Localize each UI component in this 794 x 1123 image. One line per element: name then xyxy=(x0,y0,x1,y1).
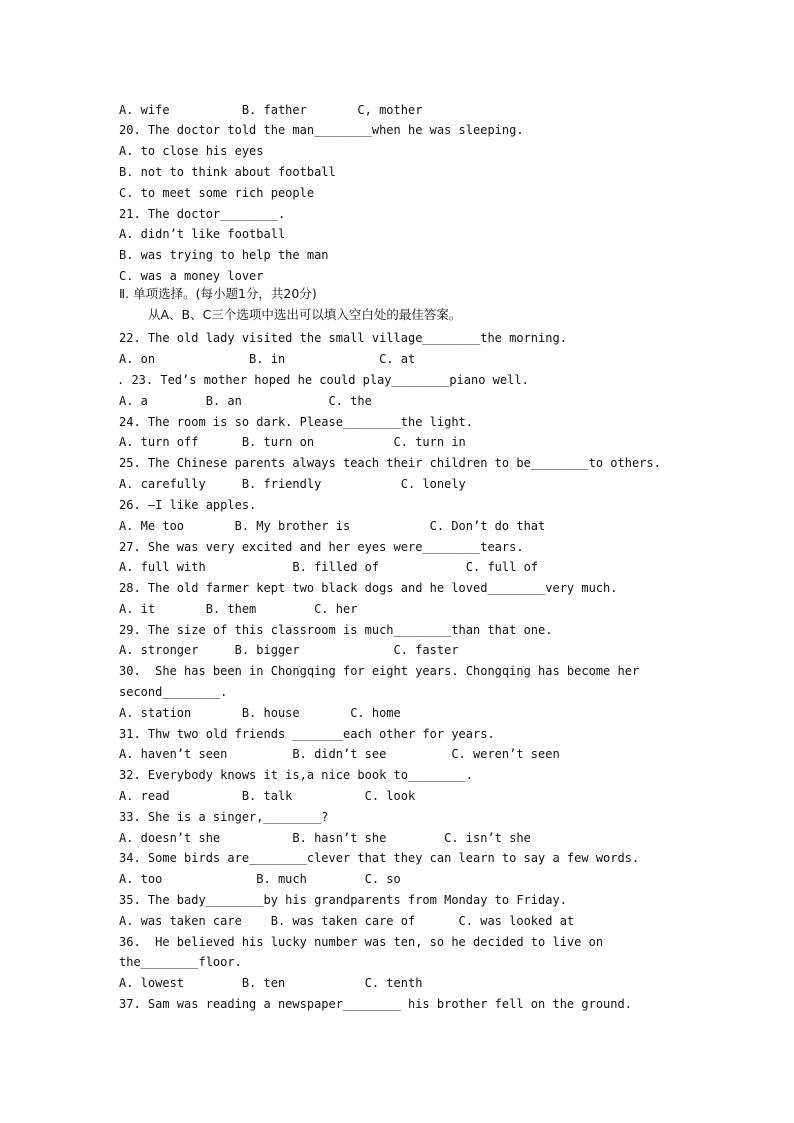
option-line: A. carefully B. friendly C. lonely xyxy=(119,477,466,491)
question-26: 26. —I like apples. xyxy=(119,498,257,512)
question-36-continued: the________floor. xyxy=(119,955,242,969)
option-line: B. was trying to help the man xyxy=(119,248,329,262)
question-23: . 23. Ted’s mother hoped he could play________piano well. xyxy=(117,373,529,387)
question-33: 33. She is a singer,________? xyxy=(119,810,329,824)
option-line: A. read B. talk C. look xyxy=(119,789,416,803)
question-35: 35. The bady________by his grandparents from Monday to Friday. xyxy=(119,893,567,907)
question-28: 28. The old farmer kept two black dogs and he loved________very much. xyxy=(119,581,618,595)
question-31: 31. Thw two old friends _______each other for years. xyxy=(119,727,495,741)
option-line: A. Me too B. My brother is C. Don’t do that xyxy=(119,519,546,533)
option-line: A. it B. them C. her xyxy=(119,602,358,616)
question-21: 21. The doctor________. xyxy=(119,207,286,221)
question-32: 32. Everybody knows it is,a nice book to________. xyxy=(119,768,474,782)
question-20: 20. The doctor told the man________when he was sleeping. xyxy=(119,123,524,137)
option-line: C. to meet some rich people xyxy=(119,186,315,200)
option-line: A. lowest B. ten C. tenth xyxy=(119,976,423,990)
option-line: A. wife B. father C, mother xyxy=(119,103,423,117)
option-line: A. on B. in C. at xyxy=(119,352,416,366)
section-heading: Ⅱ. 单项选择。(每小题1分，共20分) xyxy=(119,286,317,301)
question-25: 25. The Chinese parents always teach their children to be________to others. xyxy=(119,456,661,470)
question-22: 22. The old lady visited the small village________the morning. xyxy=(119,331,567,345)
option-line: C. was a money lover xyxy=(119,269,264,283)
question-30-continued: second________. xyxy=(119,685,228,699)
question-29: 29. The size of this classroom is much________than that one. xyxy=(119,623,553,637)
option-line: A. to close his eyes xyxy=(119,144,264,158)
question-34: 34. Some birds are________clever that they can learn to say a few words. xyxy=(119,851,640,865)
section-instruction: 从A、B、C三个选项中选出可以填入空白处的最佳答案。 xyxy=(148,307,462,322)
question-27: 27. She was very excited and her eyes were________tears. xyxy=(119,540,524,554)
option-line: A. station B. house C. home xyxy=(119,706,401,720)
option-line: A. doesn’t she B. hasn’t she C. isn’t she xyxy=(119,831,531,845)
option-line: A. too B. much C. so xyxy=(119,872,401,886)
option-line: A. didn’t like football xyxy=(119,227,286,241)
option-line: A. stronger B. bigger C. faster xyxy=(119,643,459,657)
question-37: 37. Sam was reading a newspaper________ his brother fell on the ground. xyxy=(119,997,632,1011)
question-36: 36. He believed his lucky number was ten, so he decided to live on xyxy=(119,935,604,949)
option-line: A. was taken care B. was taken care of C. was looked at xyxy=(119,914,575,928)
question-30: 30. She has been in Chongqing for eight years. Chongqing has become her xyxy=(119,664,640,678)
option-line: B. not to think about football xyxy=(119,165,336,179)
option-line: A. full with B. filled of C. full of xyxy=(119,560,539,574)
option-line: A. turn off B. turn on C. turn in xyxy=(119,435,466,449)
question-24: 24. The room is so dark. Please________the light. xyxy=(119,415,474,429)
option-line: A. a B. an C. the xyxy=(119,394,372,408)
option-line: A. haven’t seen B. didn’t see C. weren’t seen xyxy=(119,747,560,761)
